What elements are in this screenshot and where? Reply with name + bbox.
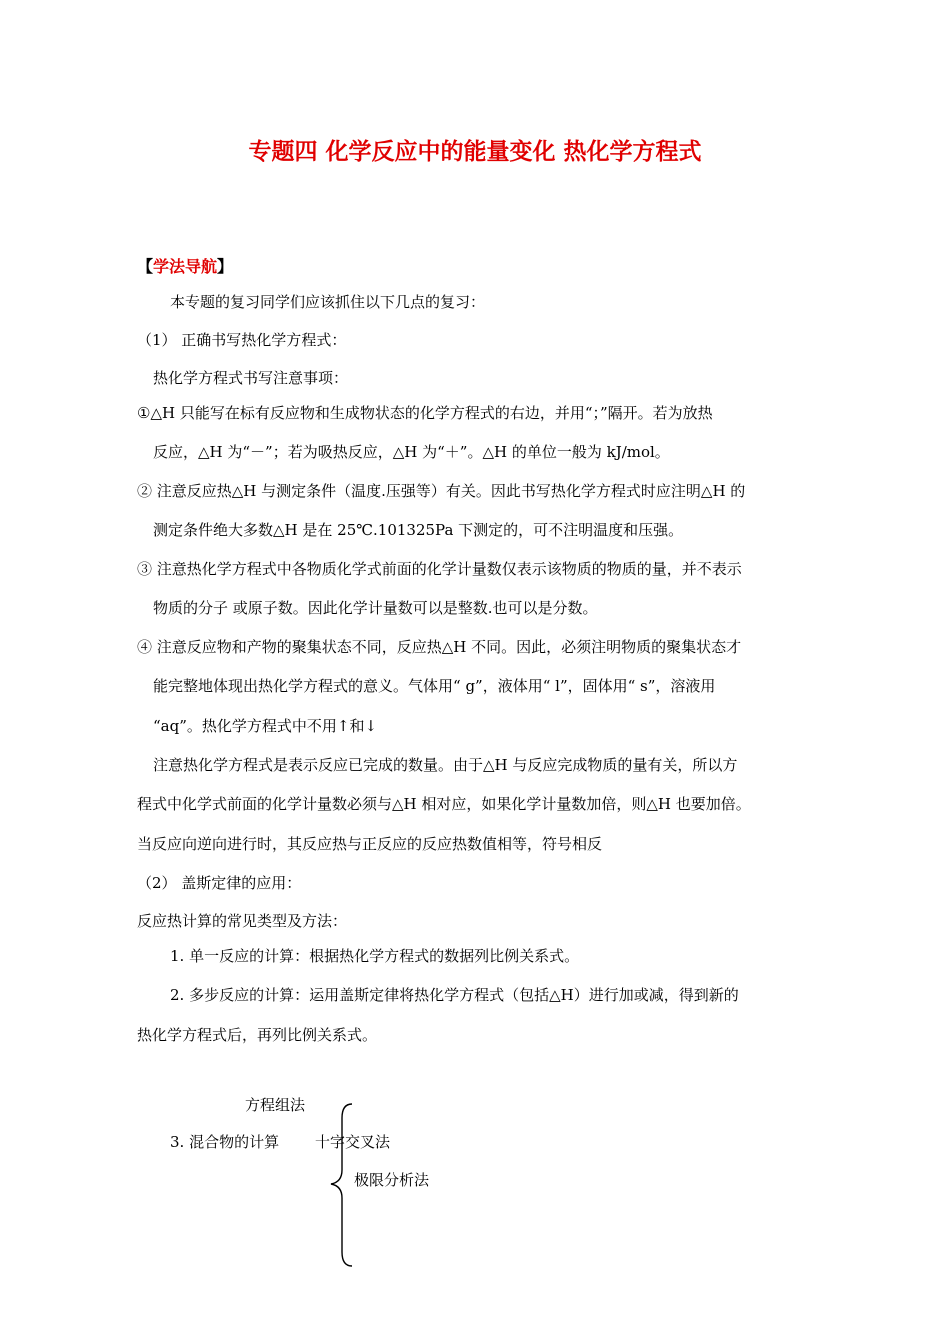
item-1-heading: （1） 正确书写热化学方程式： [137, 331, 347, 349]
calc-type-3: 3. 混合物的计算 [170, 1133, 280, 1151]
heading-bracket-open: 【 [137, 257, 154, 276]
section-heading [137, 257, 233, 277]
note-2-line-1: ② 注意反应热△H 与测定条件（温度.压强等）有关。因此书写热化学方程式时应注明△H 的 [137, 482, 746, 500]
calc-type-1: 1. 单一反应的计算：根据热化学方程式的数据列比例关系式。 [170, 947, 580, 965]
note-3-line-1: ③ 注意热化学方程式中各物质化学式前面的化学计量数仅表示该物质的物质的量，并不表示 [137, 560, 742, 578]
note-5-line-3: 当反应向逆向进行时，其反应热与正反应的反应热数值相等，符号相反 [137, 835, 603, 853]
note-4-line-3: “aq”。热化学方程式中不用↑和↓ [153, 717, 378, 735]
note-1-line-2: 反应，△H 为“－”；若为吸热反应，△H 为“＋”。△H 的单位一般为 kJ/mol。 [153, 443, 670, 461]
item-2-heading: （2） 盖斯定律的应用： [137, 874, 302, 892]
curly-brace [328, 1100, 358, 1270]
note-4-line-2: 能完整地体现出热化学方程式的意义。气体用“ g”，液体用“ l”，固体用“ s”，溶液用 [153, 677, 716, 695]
method-limit-analysis: 极限分析法 [354, 1171, 430, 1189]
calc-type-2-line-2: 热化学方程式后，再列比例关系式。 [137, 1026, 378, 1044]
note-2-line-2: 测定条件绝大多数△H 是在 25℃.101325Pa 下测定的，可不注明温度和压强。 [153, 521, 684, 539]
note-3-line-2: 物质的分子 或原子数。因此化学计量数可以是整数.也可以是分数。 [153, 599, 598, 617]
note-1-line-1: ①△H 只能写在标有反应物和生成物状态的化学方程式的右边，并用“；”隔开。若为放热 [137, 404, 713, 422]
heading-bracket-close: 】 [217, 257, 234, 276]
note-4-line-1: ④ 注意反应物和产物的聚集状态不同，反应热△H 不同。因此，必须注明物质的聚集状态才 [137, 638, 742, 656]
calc-type-2-line-1: 2. 多步反应的计算：运用盖斯定律将热化学方程式（包括△H）进行加或减，得到新的 [170, 986, 739, 1004]
method-cross-method: 十字交叉法 [315, 1133, 391, 1151]
notes-title: 热化学方程式书写注意事项： [153, 369, 349, 387]
heading-text: 学法导航 [153, 257, 218, 276]
page-title: 专题四 化学反应中的能量变化 热化学方程式 [248, 139, 702, 165]
calc-types-title: 反应热计算的常见类型及方法： [137, 912, 348, 930]
intro-line: 本专题的复习同学们应该抓住以下几点的复习： [170, 293, 486, 311]
note-5-line-1: 注意热化学方程式是表示反应已完成的数量。由于△H 与反应完成物质的量有关，所以方 [153, 756, 738, 774]
note-5-line-2: 程式中化学式前面的化学计量数必须与△H 相对应，如果化学计量数加倍，则△H 也要加倍。 [137, 795, 751, 813]
method-equation-system: 方程组法 [245, 1096, 306, 1114]
